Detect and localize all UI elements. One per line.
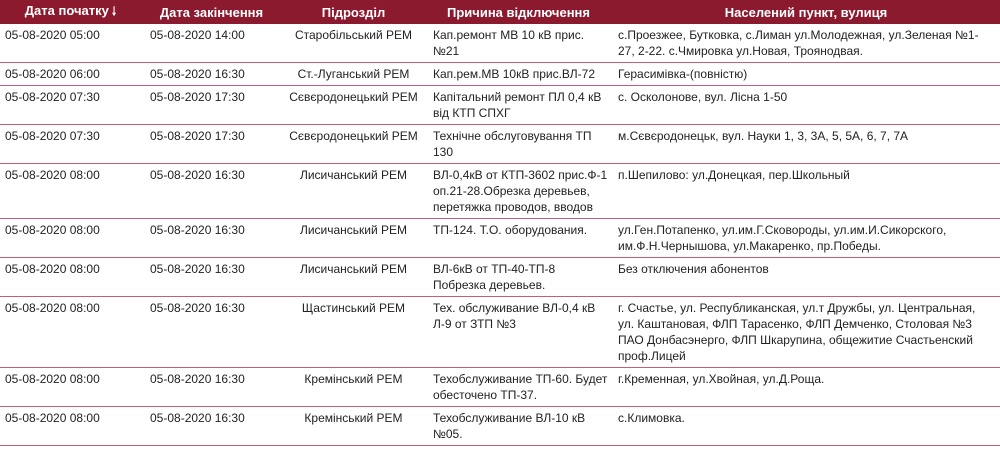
place-cell: с.Климовка. — [612, 407, 1000, 446]
reason-cell: ВЛ-6кВ от ТП-40-ТП-8 Побрезка деревьев. — [425, 258, 612, 297]
table-row — [0, 407, 1000, 446]
department-cell: Сєвєродонецький РЕМ — [282, 125, 425, 164]
table-row — [0, 297, 1000, 368]
column-header-place[interactable]: Населений пункт, вулиця — [612, 0, 1000, 24]
table-row — [0, 86, 1000, 125]
reason-cell: ТП-124. Т.О. оборудования. — [425, 219, 612, 258]
table-row — [0, 63, 1000, 86]
table-row — [0, 219, 1000, 258]
place-cell: г.Кременная, ул.Хвойная, ул.Д.Роща. — [612, 368, 1000, 407]
place-cell: ул.Ген.Потапенко, ул.им.Г.Сковороды, ул.им.И.Сикорского, им.Ф.Н.Чернышова, ул.Макаренко, пр.Победы. — [612, 219, 1000, 258]
department-cell: Ст.-Луганський РЕМ — [282, 63, 425, 86]
reason-cell: Капітальний ремонт ПЛ 0,4 кВ від КТП СПХГ — [425, 86, 612, 125]
place-cell: п.Шепилово: ул.Донецкая, пер.Школьный — [612, 164, 1000, 219]
column-header-label: Дата початку — [24, 2, 109, 18]
reason-cell: Кап.ремонт МВ 10 кВ прис.№21 — [425, 24, 612, 63]
end-date-cell: 05-08-2020 16:30 — [141, 258, 282, 297]
place-cell: Без отключения абонентов — [612, 258, 1000, 297]
table-row — [0, 164, 1000, 219]
column-header-start-date[interactable] — [0, 0, 141, 24]
department-cell: Старобільський РЕМ — [282, 24, 425, 63]
start-date-cell: 05-08-2020 08:00 — [0, 219, 141, 258]
department-cell: Лисичанський РЕМ — [282, 258, 425, 297]
place-cell: Герасимівка-(повністю) — [612, 63, 1000, 86]
place-cell: с.Проезжее, Бутковка, с.Лиман ул.Молодежная, ул.Зеленая №1-27, 2-22. с.Чмировка ул.Новая, Троянодвая. — [612, 24, 1000, 63]
department-cell: Лисичанський РЕМ — [282, 164, 425, 219]
start-date-cell: 05-08-2020 07:30 — [0, 86, 141, 125]
start-date-cell: 05-08-2020 07:30 — [0, 125, 141, 164]
place-cell: г. Счастье, ул. Республиканская, ул.т Дружбы, ул. Центральная, ул. Каштановая, ФЛП Тарасенко, ФЛП Демченко, Столовая №3 ПАО Донбасэнерго, ФЛП Шкарупина, общежитие Счастьенский проф.Лицей — [612, 297, 1000, 368]
start-date-cell: 05-08-2020 08:00 — [0, 368, 141, 407]
end-date-cell: 05-08-2020 16:30 — [141, 63, 282, 86]
table-row — [0, 24, 1000, 63]
table-header-row — [0, 0, 1000, 24]
department-cell: Лисичанський РЕМ — [282, 219, 425, 258]
end-date-cell: 05-08-2020 16:30 — [141, 219, 282, 258]
start-date-cell: 05-08-2020 08:00 — [0, 164, 141, 219]
reason-cell: Технічне обслуговування ТП 130 — [425, 125, 612, 164]
department-cell: Сєвєродонецький РЕМ — [282, 86, 425, 125]
reason-cell: Кап.рем.МВ 10кВ прис.ВЛ-72 — [425, 63, 612, 86]
start-date-cell: 05-08-2020 08:00 — [0, 297, 141, 368]
end-date-cell: 05-08-2020 16:30 — [141, 368, 282, 407]
table-row — [0, 368, 1000, 407]
reason-cell: Техобслуживание ТП-60. Будет обесточено ТП-37. — [425, 368, 612, 407]
column-header-department[interactable]: Підрозділ — [282, 0, 425, 24]
column-header-reason[interactable]: Причина відключення — [425, 0, 612, 24]
column-header-end-date[interactable]: Дата закінчення — [141, 0, 282, 24]
reason-cell: Техобслуживание ВЛ-10 кВ №05. — [425, 407, 612, 446]
place-cell: с. Осколонове, вул. Лісна 1-50 — [612, 86, 1000, 125]
end-date-cell: 05-08-2020 16:30 — [141, 407, 282, 446]
reason-cell: ВЛ-0,4кВ от КТП-3602 прис.Ф-1 оп.21-28.Обрезка деревьев, перетяжка проводов, вводов — [425, 164, 612, 219]
department-cell: Кремінський РЕМ — [282, 368, 425, 407]
start-date-cell: 05-08-2020 05:00 — [0, 24, 141, 63]
end-date-cell: 05-08-2020 17:30 — [141, 86, 282, 125]
start-date-cell: 05-08-2020 06:00 — [0, 63, 141, 86]
place-cell: м.Сєвєродонецьк, вул. Науки 1, 3, 3А, 5, 5А, 6, 7, 7А — [612, 125, 1000, 164]
arrow-down-icon: 🠓 — [111, 3, 117, 18]
start-date-cell: 05-08-2020 08:00 — [0, 258, 141, 297]
start-date-cell: 05-08-2020 08:00 — [0, 407, 141, 446]
end-date-cell: 05-08-2020 17:30 — [141, 125, 282, 164]
end-date-cell: 05-08-2020 16:30 — [141, 297, 282, 368]
end-date-cell: 05-08-2020 14:00 — [141, 24, 282, 63]
reason-cell: Тех. обслуживание ВЛ-0,4 кВ Л-9 от ЗТП №3 — [425, 297, 612, 368]
table-row — [0, 258, 1000, 297]
department-cell: Кремінський РЕМ — [282, 407, 425, 446]
department-cell: Щастинський РЕМ — [282, 297, 425, 368]
table-row — [0, 125, 1000, 164]
end-date-cell: 05-08-2020 16:30 — [141, 164, 282, 219]
